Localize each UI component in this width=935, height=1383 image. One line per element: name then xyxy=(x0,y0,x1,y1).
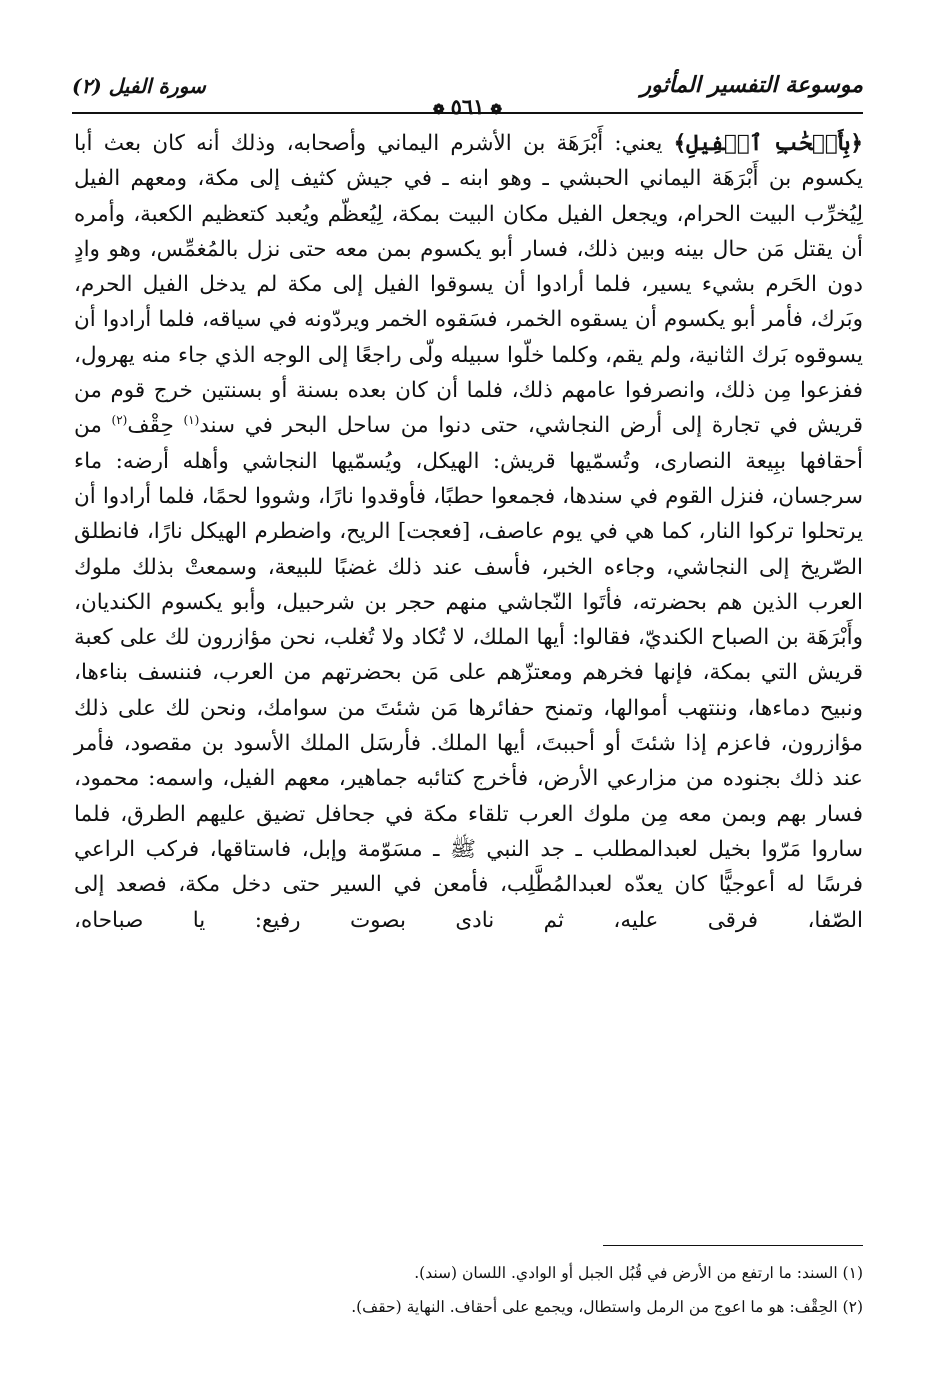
book-title: موسوعة التفسير المأثور xyxy=(640,72,863,98)
header-divider xyxy=(72,112,863,114)
ornament-icon: ❁ xyxy=(490,102,503,118)
main-paragraph xyxy=(74,126,863,938)
footnote-1: (١) السند: ما ارتفع من الأرض في قُبُل الجبل أو الوادي. اللسان (سند). xyxy=(414,1264,863,1282)
footnote-divider xyxy=(603,1245,863,1246)
page-header xyxy=(72,72,863,119)
paragraph-text: حِقْف xyxy=(127,413,184,439)
ornament-icon: ❁ xyxy=(432,102,445,118)
footnote-2: (٢) الحِقْف: هو ما اعوج من الرمل واستطال، ويجمع على أحقاف. النهاية (حقف). xyxy=(351,1298,863,1316)
page-number: ٥٦١ xyxy=(450,94,485,119)
footnote-ref-1[interactable]: (١) xyxy=(183,413,200,428)
main-text xyxy=(74,126,863,938)
paragraph-text: يعني: أَبْرَهَة بن الأشرم اليماني وأصحابه، وذلك أنه كان بعث أبا يكسوم بن أَبْرَهَة اليماني الحبشي ـ وهو ابنه ـ في جيش كثيف إلى مكة، ومعهم الفيل لِيُخرِّب البيت الحرام، ويجعل الفيل مكان البيت بمكة، لِيُعظّم ويُعبد كتعظيم الكعبة، وأمره أن يقتل مَن حال بينه وبين ذلك، فسار أبو يكسوم بمن معه حتى نزل بالمُغمِّس، وهو وادٍ دون الحَرم بشيء يسير، فلما أرادوا أن يسوقوا الفيل إلى مكة لم يدخل الفيل الحرم، وبَرك، فأمر أبو يكسوم أن يسقوه الخمر، فسَقوه الخمر ويردّونه في سياقه، فلما أرادوا أن يسوقوه بَرك الثانية، ولم يقم، وكلما خلّوا سبيله ولّى راجعًا إلى الوجه الذي جاء منه يهرول، ففزعوا مِن ذلك، وانصرفوا عامهم ذلك، فلما أن كان بعده بسنة أو بسنتين خرج قوم من قريش في تجارة إلى أرض النجاشي، حتى دنوا من ساحل البحر في سند xyxy=(74,131,863,439)
paragraph-text: من أحقافها ببِيعة النصارى، وتُسمّيها قريش: الهيكل، ويُسمّيها النجاشي وأهله أرضه: ماء سرجسان، فنزل القوم في سندها، فجمعوا حطبًا، فأوقدوا نارًا، وشووا لحمًا، فلما أرادوا أن يرتحلوا تركوا النار، كما هي في يوم عاصف، [فعجت] الريح، واضطرم الهيكل نارًا، فانطلق الصّريخ إلى النجاشي، وجاءه الخبر، فأسف عند ذلك غضبًا للبيعة، وسمعتْ بذلك ملوك العرب الذين هم بحضرته، فأتَوا النّجاشي منهم حجر بن شرحبيل، وأبو يكسوم الكنديان، وأَبْرَهَة بن الصباح الكنديّ، فقالوا: أيها الملك، لا تُكاد ولا تُغلب، نحن مؤازرون لك على كعبة قريش التي بمكة، فإنها فخرهم ومعتزّهم على مَن بحضرتهم من العرب، فننسف بناءها، ونبيح دماءها، وننتهب أموالها، وتمنح حفائرها مَن شئتَ من سوامك، ونحن لك على ذلك مؤازرون، فاعزم إذا شئتَ أو أحببتَ، أيها الملك. فأرسَل الملك الأسود بن مقصود، فأمر عند ذلك بجنوده من مزارعي الأرض، فأخرج كتائبه جماهير، معهم الفيل، واسمه: محمود، فسار بهم وبمن معه مِن ملوك العرب تلقاء مكة في جحافل تضيق عليهم الطرق، فلما ساروا مَرّوا بخيل لعبدالمطلب ـ جد النبي ﷺ ـ مسَوّمة وإبل، فاستاقها، فركب الراعي فرسًا له أعوجيًّا كان يعدّه لعبدالمُطَّلِب، فأمعن في السير حتى دخل مكة، فصعد إلى الصّفا، فرقى عليه، ثم نادى بصوت رفيع: يا صباحاه، xyxy=(74,413,863,933)
footnote-ref-2[interactable]: (٢) xyxy=(111,413,128,428)
quran-phrase: ﴿بِأَصۡحَٰبِ ٱلۡفِيلِ﴾ xyxy=(673,131,863,156)
surah-title: سورة الفيل (٢) xyxy=(72,74,206,98)
footnotes xyxy=(72,1256,863,1324)
